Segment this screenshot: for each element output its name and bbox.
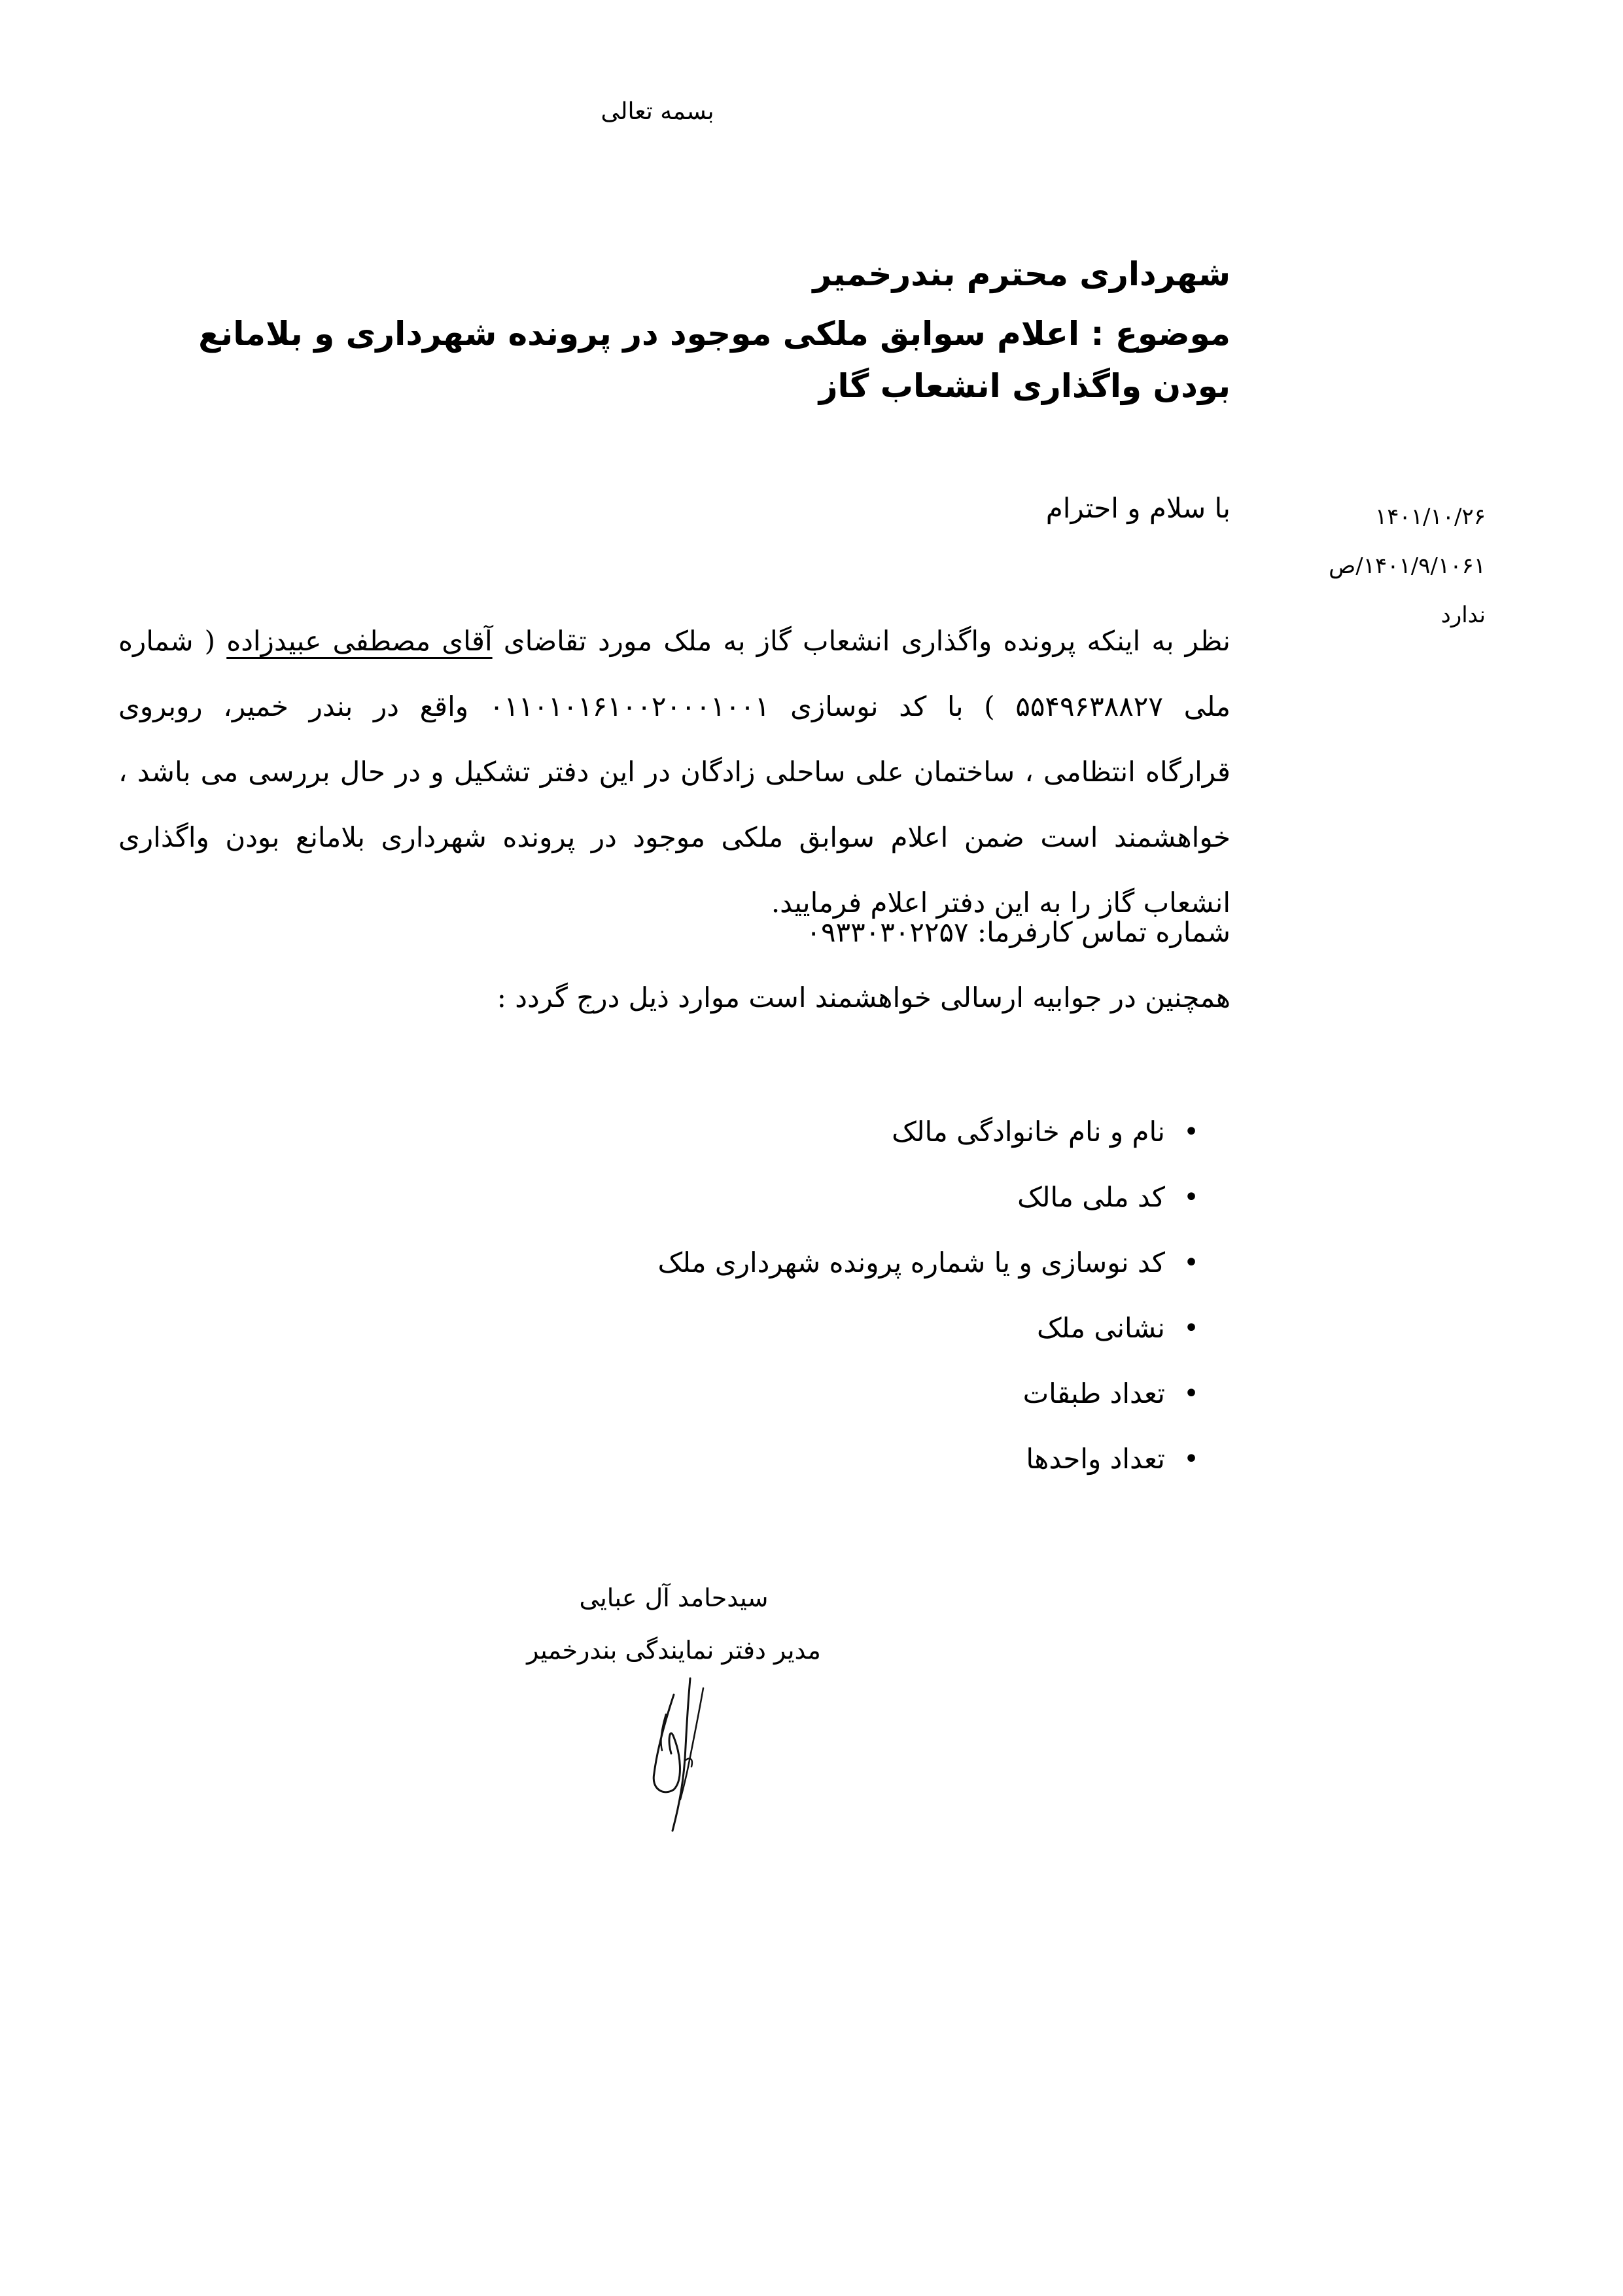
letter-body bbox=[118, 609, 1230, 936]
list-item-text: نام و نام خانوادگی مالک bbox=[892, 1116, 1165, 1148]
signer-name: سیدحامد آل عبایی bbox=[579, 1583, 769, 1612]
bullet-icon: • bbox=[1183, 1182, 1199, 1212]
bullet-icon: • bbox=[1183, 1444, 1199, 1474]
list-item bbox=[658, 1165, 1199, 1230]
list-item bbox=[658, 1099, 1199, 1165]
body-line-3: قرارگاه انتظامی ، ساختمان علی ساحلی زادگان در این دفتر تشکیل و در حال بررسی می باشد ، bbox=[118, 756, 1230, 788]
list-item-text: نشانی ملک bbox=[1037, 1312, 1165, 1344]
list-item bbox=[658, 1296, 1199, 1361]
bullet-icon: • bbox=[1183, 1117, 1199, 1147]
body-line-1-start: نظر به اینکه پرونده واگذاری انشعاب گاز به ملک مورد تقاضای bbox=[492, 625, 1230, 657]
bullet-icon: • bbox=[1183, 1379, 1199, 1409]
attachment-status: ندارد bbox=[1440, 602, 1486, 628]
body-line-5: انشعاب گاز را به این دفتر اعلام فرمایید. bbox=[771, 887, 1230, 919]
subject-line: موضوع : اعلام سوابق ملکی موجود در پرونده شهرداری و بلامانع بودن واگذاری انشعاب گاز bbox=[198, 315, 1230, 405]
greeting: با سلام و احترام bbox=[1045, 492, 1230, 524]
signer-title: مدیر دفتر نمایندگی بندرخمیر bbox=[527, 1636, 821, 1665]
list-item-text: تعداد طبقات bbox=[1022, 1377, 1165, 1409]
list-item-text: تعداد واحدها bbox=[1026, 1443, 1165, 1475]
bullet-icon: • bbox=[1183, 1248, 1199, 1278]
addressee: شهرداری محترم بندرخمیر bbox=[812, 255, 1230, 293]
body-line-1-end: ( شماره bbox=[118, 625, 227, 657]
list-item bbox=[657, 1230, 1199, 1296]
list-item bbox=[658, 1361, 1199, 1426]
signature-icon bbox=[628, 1675, 739, 1832]
bullet-icon: • bbox=[1183, 1313, 1199, 1343]
letter-date: ۱۴۰۱/۱۰/۲۶ bbox=[1374, 504, 1486, 530]
employer-contact: شماره تماس کارفرما: ۰۹۳۳۰۳۰۲۲۵۷ bbox=[806, 916, 1230, 948]
request-intro: همچنین در جوابیه ارسالی خواهشمند است موارد ذیل درج گردد : bbox=[497, 981, 1230, 1014]
invocation-header: بسمه تعالی bbox=[601, 98, 714, 125]
list-item-text: کد ملی مالک bbox=[1017, 1181, 1165, 1213]
body-line-1 bbox=[118, 609, 1230, 674]
applicant-name: آقای مصطفی عبیدزاده bbox=[226, 625, 493, 657]
letter-number: ۱۴۰۱/۹/۱۰۶۱/ص bbox=[1329, 553, 1486, 579]
list-item-text: کد نوسازی و یا شماره پرونده شهرداری ملک bbox=[657, 1246, 1165, 1279]
list-item bbox=[658, 1426, 1199, 1492]
body-line-4: خواهشمند است ضمن اعلام سوابق ملکی موجود در پرونده شهرداری بلامانع بودن واگذاری bbox=[118, 821, 1230, 853]
body-line-2: ملی ۵۵۴۹۶۳۸۸۲۷ ) با کد نوسازی ۰۱۱۰۱۰۱۶۱۰۰۲۰۰۰۱۰۰۱ واقع در بندر خمیر، روبروی bbox=[118, 690, 1231, 722]
requirements-list bbox=[657, 1099, 1199, 1492]
